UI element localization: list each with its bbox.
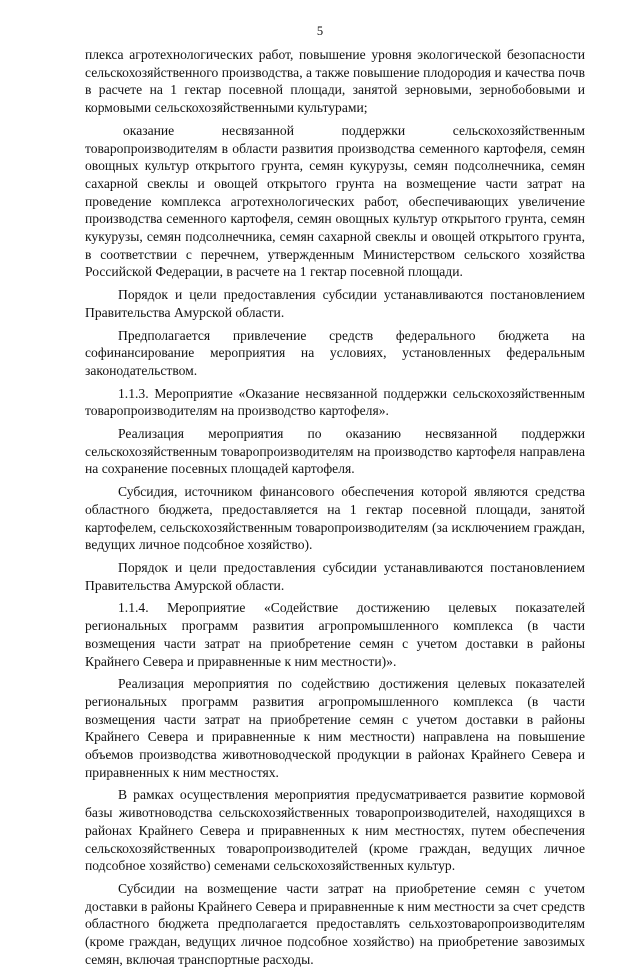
- paragraph-seed-delivery-subsidy: Субсидии на возмещение части затрат на приобретение семян с учетом доставки в районы Крайнего Севера и приравненные к ним местности за счет средств областного бюджета предполагается предоставлять сельхозтоваропроизводителям (кроме граждан, ведущих личное подсобное хозяйство) на приобретение завозимых семян, включая транспортные расходы.: [85, 880, 585, 967]
- paragraph-measure-1-1-4: 1.1.4. Мероприятие «Содействие достижению целевых показателей региональных программ развития агропромышленного комплекса (в части возмещения части затрат на приобретение семян с учетом доставки в районы Крайнего Севера и приравненные к ним местности)».: [85, 600, 585, 669]
- paragraph-fodder-base: В рамках осуществления мероприятия предусматривается развитие кормовой базы животноводства сельскохозяйственных товаропроизводителей, находящихся в районах Крайнего Севера и приравненных к ним местностях, путем обеспечения сельскохозяйственных товаропроизводителей (кроме граждан, ведущих личное подсобное хозяйство) семенами сельскохозяйственных культур.: [85, 787, 585, 874]
- body-text: [85, 46, 585, 973]
- page-number: 5: [316, 24, 324, 38]
- paragraph-potato-subsidy: Субсидия, источником финансового обеспечения которой являются средства областного бюджета, предоставляется на 1 гектар посевной площади, занятой картофелем, сельскохозяйственным товаропроизводителям (за исключением граждан, ведущих личное подсобное хозяйство).: [85, 484, 585, 553]
- paragraph-potato-support: Реализация мероприятия по оказанию несвязанной поддержки сельскохозяйственным товаропроизводителям на производство картофеля направлена на сохранение посевных площадей картофеля.: [85, 426, 585, 477]
- paragraph-continuation: плекса агротехнологических работ, повышение уровня экологической безопасности сельскохозяйственного производства, а также повышение плодородия и качества почв в расчете на 1 гектар посевной площади, занятой зерновыми, зернобобовыми и кормовыми сельскохозяйственными культурами;: [85, 47, 585, 116]
- paragraph-far-north-implementation: Реализация мероприятия по содействию достижения целевых показателей региональных программ развития агропромышленного комплекса (в части возмещения части затрат на приобретение семян с учетом доставки в районы Крайнего Севера и приравненные к ним местности) направлена на повышение объемов производства животноводческой продукции в районах Крайнего Севера и приравненных к ним местностях.: [85, 676, 585, 780]
- paragraph-subsidy-procedure: Порядок и цели предоставления субсидии устанавливаются постановлением Правительства Амурской области.: [85, 287, 585, 320]
- paragraph-unrelated-support-seeds: оказание несвязанной поддержки сельскохозяйственным товаропроизводителям в области развития производства семенного картофеля, семян овощных культур открытого грунта, семян кукурузы, семян подсолнечника, семян сахарной свеклы и овощей открытого грунта на возмещение части затрат на проведение комплекса агротехнологических работ, обеспечивающих увеличение производства семенного картофеля, семян овощных культур открытого грунта, семян кукурузы, семян подсолнечника, семян сахарной свеклы и овощей открытого грунта, в соответствии с перечнем, утвержденным Министерством сельского хозяйства Российской Федерации, в расчете на 1 гектар посевной площади.: [85, 122, 585, 280]
- paragraph-subsidy-procedure-2: Порядок и цели предоставления субсидии устанавливаются постановлением Правительства Амурской области.: [85, 559, 585, 593]
- paragraph-measure-1-1-3: 1.1.3. Мероприятие «Оказание несвязанной поддержки сельскохозяйственным товаропроизводителям на производство картофеля».: [85, 385, 585, 419]
- paragraph-federal-cofinancing: Предполагается привлечение средств федерального бюджета на софинансирование мероприятия на условиях, установленных федеральным законодательством.: [85, 327, 585, 378]
